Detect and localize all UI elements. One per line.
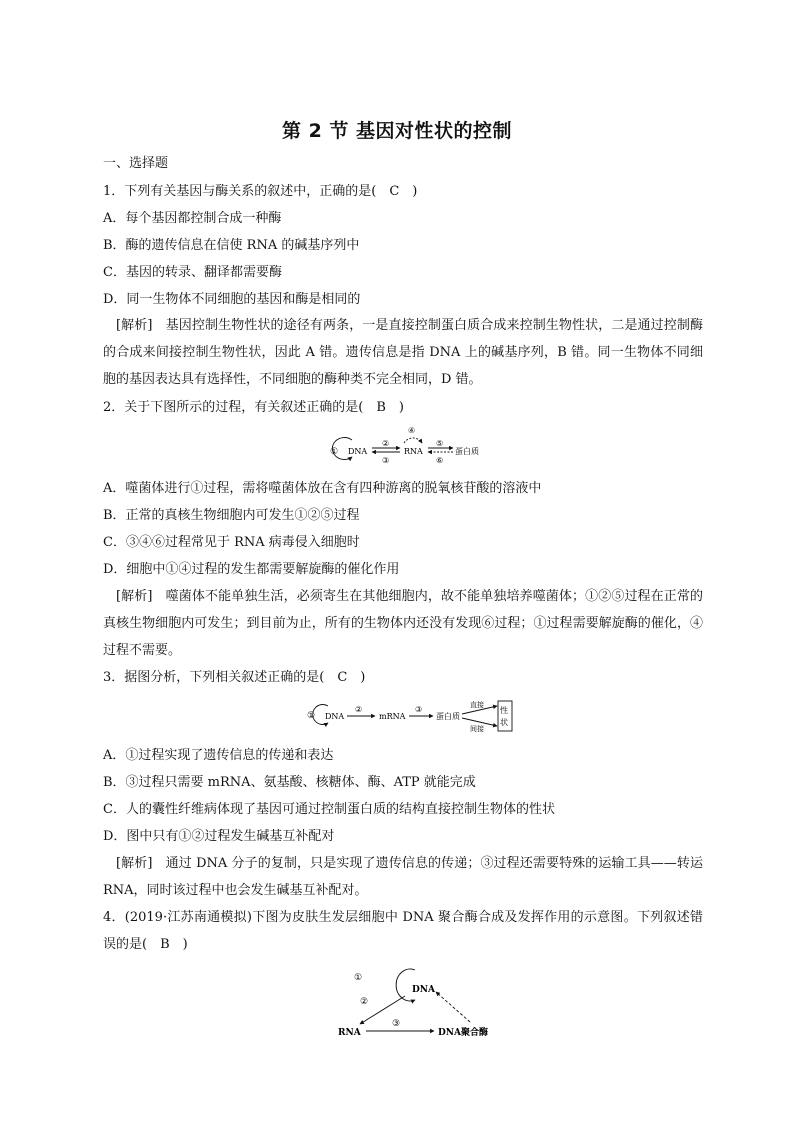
question-3-analysis: [解析] 通过 DNA 分子的复制，只是实现了遗传信息的传递；③过程还需要特殊的运输工具——转运 RNA，同时该过程中也会发生碱基互补配对。 <box>103 856 703 898</box>
fig2-label-1: ① <box>330 447 339 457</box>
fig4-arrow-dashed <box>436 992 470 1022</box>
fig2-arc-4 <box>404 438 422 443</box>
question-2-option-a: A．噬菌体进行①过程，需将噬菌体放在含有四种游离的脱氧核苷酸的溶液中 <box>103 481 542 496</box>
fig3-indirect: 间接 <box>470 725 484 733</box>
question-1-analysis: [解析] 基因控制生物性状的途径有两条，一是直接控制蛋白质合成来控制生物性状，二是通过控制酶的合成来间接控制生物性状，因此 A 错。遗传信息是指 DNA 上的碱基序列，B 错。同一生物体不同细胞的基因表达具有选择性，不同细胞的酶种类不完全相同，D 错。 <box>103 318 703 387</box>
fig2-label-4: ④ <box>408 426 416 435</box>
question-3-option-d: D．图中只有①②过程发生碱基互补配对 <box>103 829 335 844</box>
fig2-label-6: ⑥ <box>436 456 444 465</box>
question-3-stem: 3．据图分析，下列相关叙述正确的是( C ) <box>103 670 366 685</box>
fig2-label-3: ③ <box>382 456 390 465</box>
question-2-option-c: C．③④⑥过程常见于 RNA 病毒侵入细胞时 <box>103 535 360 550</box>
question-1-option-d: D．同一生物体不同细胞的基因和酶是相同的 <box>103 292 361 307</box>
fig4-label-3: ③ <box>392 1019 401 1029</box>
question-2-figure <box>328 423 494 467</box>
fig3-label-2: ② <box>355 705 363 714</box>
question-4-figure <box>330 962 510 1042</box>
fig2-label-2: ② <box>382 439 390 448</box>
fig4-dna: DNA <box>412 985 436 995</box>
fig2-rna: RNA <box>404 447 423 456</box>
section-heading: 一、选择题 <box>103 156 169 171</box>
fig2-label-5: ⑤ <box>436 439 444 448</box>
fig4-label-1: ① <box>354 973 363 983</box>
question-3-option-b: B．③过程只需要 mRNA、氨基酸、核糖体、酶、ATP 就能完成 <box>103 775 476 790</box>
fig4-label-2: ② <box>360 997 369 1007</box>
fig2-protein: 蛋白质 <box>455 447 479 456</box>
question-3-figure <box>305 696 515 736</box>
fig3-trait-2: 状 <box>500 718 508 727</box>
fig3-mrna: mRNA <box>379 712 406 721</box>
question-1-option-b: B．酶的遗传信息在信使 RNA 的碱基序列中 <box>103 238 360 253</box>
question-1-option-a: A．每个基因都控制合成一种酶 <box>103 211 282 226</box>
fig2-dna: DNA <box>348 447 368 456</box>
question-2-option-d: D．细胞中①④过程的发生都需要解旋酶的催化作用 <box>103 562 400 577</box>
question-3-option-c: C．人的囊性纤维病体现了基因可通过控制蛋白质的结构直接控制生物体的性状 <box>103 802 555 817</box>
question-1-option-c: C．基因的转录、翻译都需要酶 <box>103 265 282 280</box>
fig4-rna: RNA <box>338 1028 361 1038</box>
fig3-direct: 直接 <box>470 701 484 709</box>
fig3-label-3: ③ <box>415 705 423 714</box>
fig3-label-1: ① <box>307 711 316 721</box>
question-1-stem: 1．下列有关基因与酶关系的叙述中，正确的是( C ) <box>103 184 418 199</box>
fig3-dna: DNA <box>325 712 345 721</box>
question-2-stem: 2．关于下图所示的过程，有关叙述正确的是( B ) <box>103 400 404 415</box>
question-4-stem: 4．(2019·江苏南通模拟)下图为皮肤生发层细胞中 DNA 聚合酶合成及发挥作用的示意图。下列叙述错误的是( B ) <box>103 910 703 952</box>
fig3-trait: 性 <box>500 706 508 715</box>
page-title: 第 2 节 基因对性状的控制 <box>281 120 513 142</box>
question-3-option-a: A．①过程实现了遗传信息的传递和表达 <box>103 748 334 763</box>
question-2-option-b: B．正常的真核生物细胞内可发生①②⑤过程 <box>103 508 360 523</box>
question-2-analysis: [解析] 噬菌体不能单独生活，必须寄生在其他细胞内，故不能单独培养噬菌体；①②⑤过程在正常的真核生物细胞内可发生；到目前为止，所有的生物体内还没有发现⑥过程；①过程需要解旋酶的催化，④过程不需要。 <box>103 589 703 658</box>
fig3-protein: 蛋白质 <box>436 712 460 721</box>
fig4-enzyme: DNA聚合酶 <box>438 1028 489 1038</box>
